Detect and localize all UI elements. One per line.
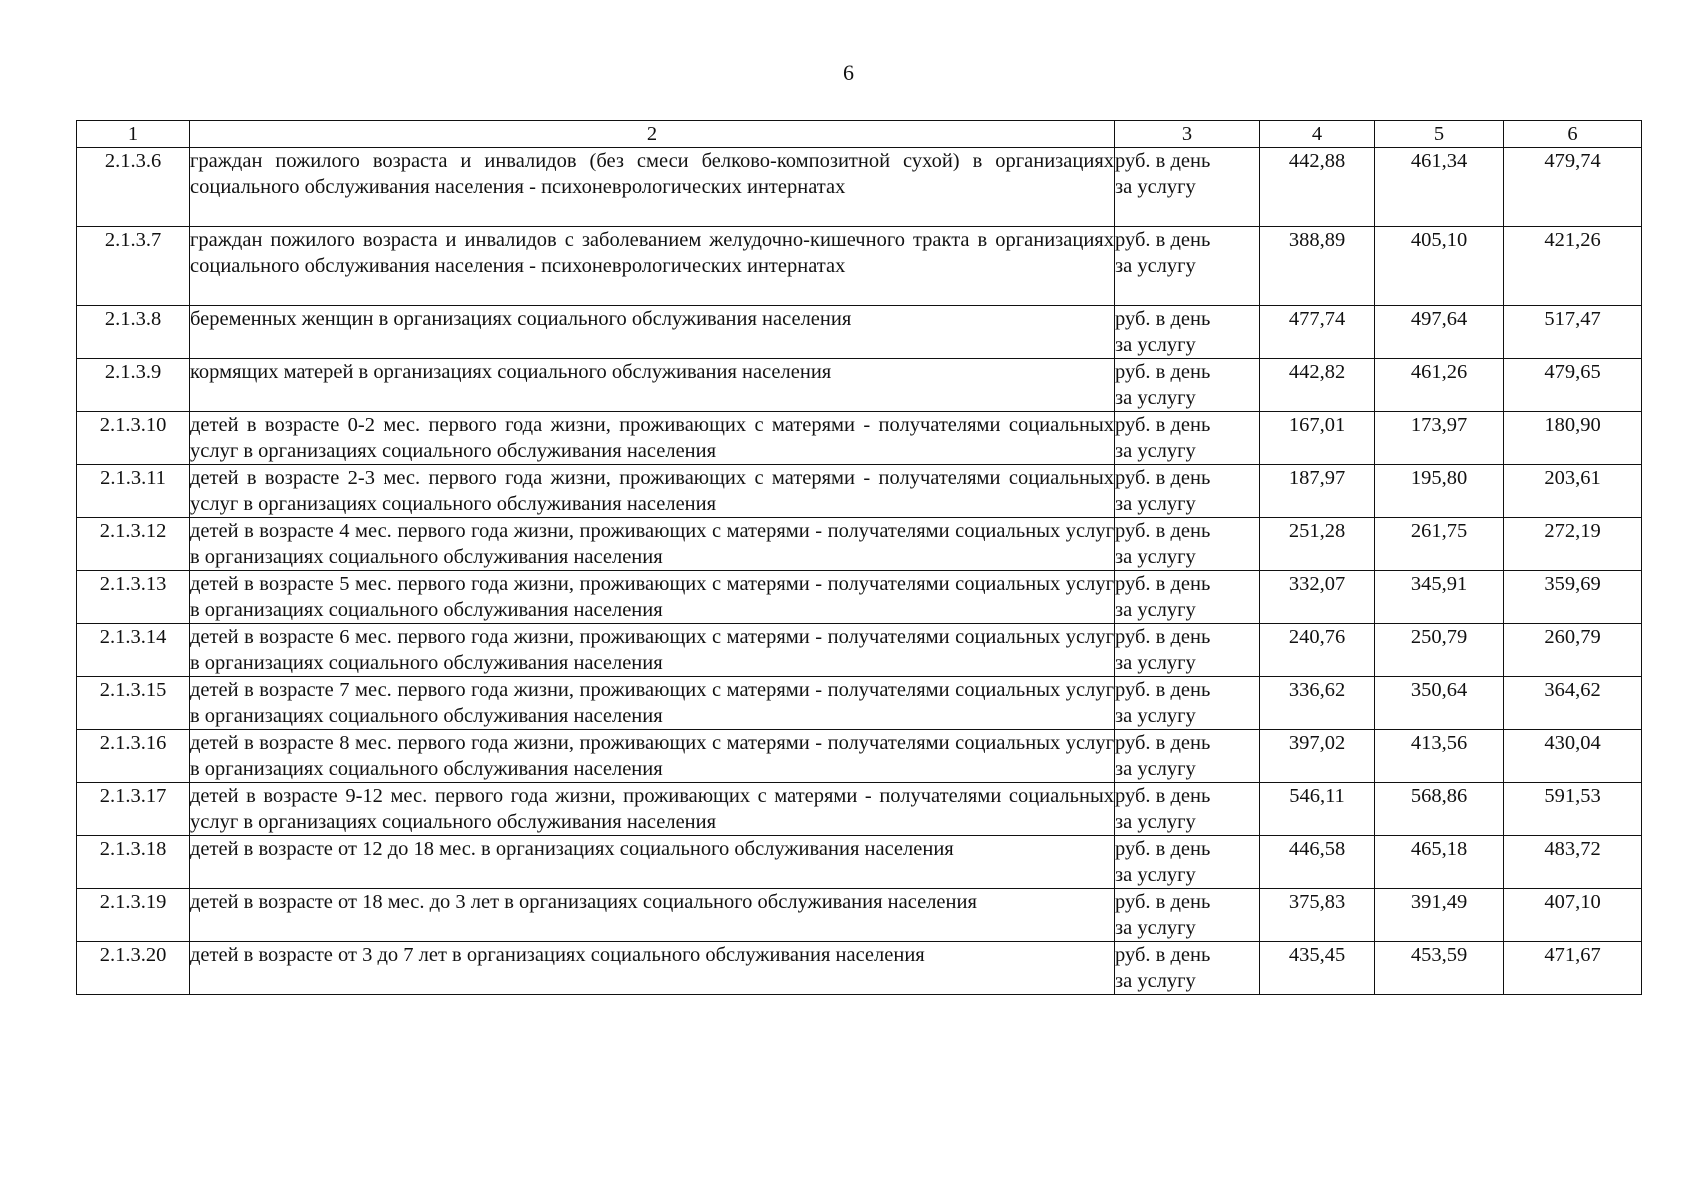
row-unit [1115,412,1260,465]
row-value-col6: 272,19 [1504,518,1642,571]
row-value-col6: 479,74 [1504,148,1642,227]
unit-line-1: руб. в день [1115,573,1211,595]
header-col-4: 4 [1260,121,1375,148]
unit-line-2: за услугу [1115,255,1196,277]
table-row [77,465,1642,518]
table-row [77,306,1642,359]
row-value-col6: 483,72 [1504,836,1642,889]
tariff-table [76,120,1642,995]
row-unit [1115,148,1260,227]
table-row [77,836,1642,889]
unit-line-1: руб. в день [1115,891,1211,913]
row-code: 2.1.3.17 [77,783,190,836]
row-code: 2.1.3.14 [77,624,190,677]
row-value-col4: 442,82 [1260,359,1375,412]
table-row [77,227,1642,306]
unit-line-1: руб. в день [1115,520,1211,542]
row-unit [1115,359,1260,412]
row-value-col5: 345,91 [1375,571,1504,624]
row-description: граждан пожилого возраста и инвалидов с заболеванием желудочно-кишечного тракта в организациях социального обслуживания населения - психоневрологических интернатах [190,227,1115,306]
row-value-col6: 260,79 [1504,624,1642,677]
unit-line-2: за услугу [1115,917,1196,939]
row-description: детей в возрасте от 12 до 18 мес. в организациях социального обслуживания населения [190,836,1115,889]
row-value-col6: 517,47 [1504,306,1642,359]
row-value-col6: 180,90 [1504,412,1642,465]
unit-line-1: руб. в день [1115,944,1211,966]
row-unit [1115,730,1260,783]
header-col-2: 2 [190,121,1115,148]
row-value-col6: 364,62 [1504,677,1642,730]
unit-line-2: за услугу [1115,334,1196,356]
table-row [77,783,1642,836]
unit-line-2: за услугу [1115,864,1196,886]
unit-line-1: руб. в день [1115,361,1211,383]
row-code: 2.1.3.13 [77,571,190,624]
header-row [77,121,1642,148]
row-description: беременных женщин в организациях социального обслуживания населения [190,306,1115,359]
row-description: детей в возрасте 7 мес. первого года жизни, проживающих с матерями - получателями социальных услуг в организациях социального обслуживания населения [190,677,1115,730]
row-value-col5: 261,75 [1375,518,1504,571]
unit-line-1: руб. в день [1115,838,1211,860]
row-unit [1115,624,1260,677]
row-code: 2.1.3.6 [77,148,190,227]
row-value-col4: 397,02 [1260,730,1375,783]
row-value-col5: 250,79 [1375,624,1504,677]
row-description: граждан пожилого возраста и инвалидов (без смеси белково-композитной сухой) в организациях социального обслуживания населения - психоневрологических интернатах [190,148,1115,227]
unit-line-2: за услугу [1115,652,1196,674]
row-value-col5: 195,80 [1375,465,1504,518]
row-value-col6: 421,26 [1504,227,1642,306]
unit-line-2: за услугу [1115,440,1196,462]
unit-line-1: руб. в день [1115,626,1211,648]
table-row [77,889,1642,942]
unit-line-1: руб. в день [1115,414,1211,436]
row-unit [1115,465,1260,518]
row-unit [1115,836,1260,889]
row-value-col4: 435,45 [1260,942,1375,995]
row-value-col4: 388,89 [1260,227,1375,306]
row-description: детей в возрасте 8 мес. первого года жизни, проживающих с матерями - получателями социальных услуг в организациях социального обслуживания населения [190,730,1115,783]
row-unit [1115,677,1260,730]
row-value-col4: 375,83 [1260,889,1375,942]
unit-line-1: руб. в день [1115,467,1211,489]
table-row [77,730,1642,783]
row-value-col6: 203,61 [1504,465,1642,518]
table-row [77,518,1642,571]
row-description: детей в возрасте 5 мес. первого года жизни, проживающих с матерями - получателями социальных услуг в организациях социального обслуживания населения [190,571,1115,624]
row-value-col4: 332,07 [1260,571,1375,624]
row-value-col4: 240,76 [1260,624,1375,677]
row-value-col5: 461,26 [1375,359,1504,412]
unit-line-2: за услугу [1115,546,1196,568]
row-description: детей в возрасте от 3 до 7 лет в организациях социального обслуживания населения [190,942,1115,995]
row-value-col6: 479,65 [1504,359,1642,412]
unit-line-2: за услугу [1115,176,1196,198]
table-row [77,571,1642,624]
row-value-col4: 187,97 [1260,465,1375,518]
row-value-col6: 407,10 [1504,889,1642,942]
row-value-col5: 391,49 [1375,889,1504,942]
unit-line-2: за услугу [1115,758,1196,780]
row-value-col5: 413,56 [1375,730,1504,783]
row-value-col4: 167,01 [1260,412,1375,465]
row-description: детей в возрасте 4 мес. первого года жизни, проживающих с матерями - получателями социальных услуг в организациях социального обслуживания населения [190,518,1115,571]
row-value-col5: 350,64 [1375,677,1504,730]
row-value-col5: 461,34 [1375,148,1504,227]
row-value-col4: 251,28 [1260,518,1375,571]
row-description: детей в возрасте 2-3 мес. первого года жизни, проживающих с матерями - получателями социальных услуг в организациях социального обслуживания населения [190,465,1115,518]
table-row [77,412,1642,465]
row-code: 2.1.3.8 [77,306,190,359]
row-description: детей в возрасте от 18 мес. до 3 лет в организациях социального обслуживания населения [190,889,1115,942]
unit-line-1: руб. в день [1115,150,1211,172]
row-code: 2.1.3.15 [77,677,190,730]
header-col-3: 3 [1115,121,1260,148]
row-code: 2.1.3.19 [77,889,190,942]
row-value-col4: 446,58 [1260,836,1375,889]
row-unit [1115,571,1260,624]
row-code: 2.1.3.12 [77,518,190,571]
table-row [77,359,1642,412]
row-value-col5: 568,86 [1375,783,1504,836]
unit-line-2: за услугу [1115,811,1196,833]
row-description: детей в возрасте 6 мес. первого года жизни, проживающих с матерями - получателями социальных услуг в организациях социального обслуживания населения [190,624,1115,677]
row-code: 2.1.3.11 [77,465,190,518]
row-unit [1115,783,1260,836]
header-col-1: 1 [77,121,190,148]
unit-line-1: руб. в день [1115,732,1211,754]
row-value-col6: 471,67 [1504,942,1642,995]
header-col-6: 6 [1504,121,1642,148]
unit-line-2: за услугу [1115,599,1196,621]
row-value-col5: 405,10 [1375,227,1504,306]
row-value-col6: 430,04 [1504,730,1642,783]
table-row [77,624,1642,677]
unit-line-1: руб. в день [1115,308,1211,330]
page-number: 6 [843,60,854,85]
unit-line-2: за услугу [1115,493,1196,515]
table-row [77,677,1642,730]
row-value-col4: 442,88 [1260,148,1375,227]
row-description: кормящих матерей в организациях социального обслуживания населения [190,359,1115,412]
row-description: детей в возрасте 9-12 мес. первого года жизни, проживающих с матерями - получателями социальных услуг в организациях социального обслуживания населения [190,783,1115,836]
row-unit [1115,889,1260,942]
header-col-5: 5 [1375,121,1504,148]
row-value-col6: 591,53 [1504,783,1642,836]
row-code: 2.1.3.10 [77,412,190,465]
row-value-col5: 173,97 [1375,412,1504,465]
row-code: 2.1.3.18 [77,836,190,889]
table-row [77,942,1642,995]
row-code: 2.1.3.9 [77,359,190,412]
unit-line-2: за услугу [1115,705,1196,727]
row-value-col5: 453,59 [1375,942,1504,995]
row-value-col5: 465,18 [1375,836,1504,889]
row-unit [1115,306,1260,359]
row-value-col4: 477,74 [1260,306,1375,359]
unit-line-2: за услугу [1115,387,1196,409]
row-unit [1115,942,1260,995]
row-code: 2.1.3.20 [77,942,190,995]
unit-line-1: руб. в день [1115,229,1211,251]
row-unit [1115,227,1260,306]
unit-line-1: руб. в день [1115,679,1211,701]
row-unit [1115,518,1260,571]
row-value-col6: 359,69 [1504,571,1642,624]
row-code: 2.1.3.7 [77,227,190,306]
table-row [77,148,1642,227]
row-value-col5: 497,64 [1375,306,1504,359]
row-value-col4: 336,62 [1260,677,1375,730]
unit-line-1: руб. в день [1115,785,1211,807]
row-description: детей в возрасте 0-2 мес. первого года жизни, проживающих с матерями - получателями социальных услуг в организациях социального обслуживания населения [190,412,1115,465]
row-value-col4: 546,11 [1260,783,1375,836]
row-code: 2.1.3.16 [77,730,190,783]
unit-line-2: за услугу [1115,970,1196,992]
